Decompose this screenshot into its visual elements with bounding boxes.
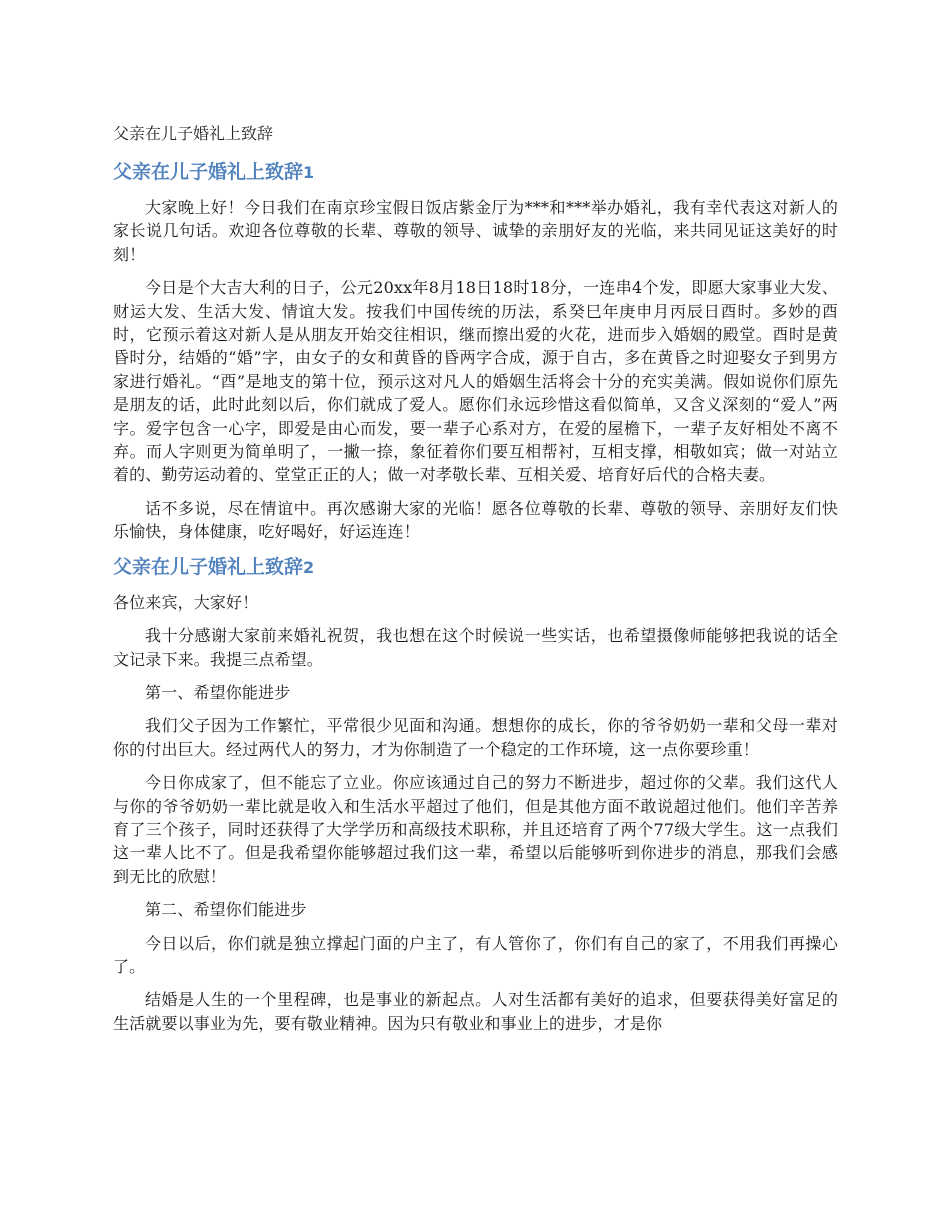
paragraph: 我们父子因为工作繁忙，平常很少见面和沟通。想想你的成长，你的爷爷奶奶一辈和父母一辈对你的付出巨大。经过两代人的努力，才为你制造了一个稳定的工作环境，这一点你要珍重！: [113, 716, 838, 759]
point-heading: 第一、希望你能进步: [145, 682, 291, 702]
section-heading-text: 父亲在儿子婚礼上致辞: [113, 555, 304, 578]
paragraph: 话不多说，尽在情谊中。再次感谢大家的光临！愿各位尊敬的长辈、尊敬的领导、亲朋好友们快乐愉快，身体健康，吃好喝好，好运连连！: [113, 498, 838, 542]
section-heading-text: 父亲在儿子婚礼上致辞: [113, 161, 304, 183]
point-heading: 第二、希望你们能进步: [145, 900, 307, 920]
paragraph: 今日以后，你们就是独立撑起门面的户主了，有人管你了，你们有自己的家了，不用我们再操心了。: [113, 933, 838, 976]
section-2: [113, 554, 838, 1036]
document-title: 父亲在儿子婚礼上致辞: [113, 124, 274, 143]
greeting: 各位来宾，大家好！: [113, 592, 259, 612]
document-page: [113, 122, 838, 1035]
paragraph: 大家晚上好！今日我们在南京珍宝假日饭店紫金厅为***和***举办婚礼，我有幸代表这对新人的家长说几句话。欢迎各位尊敬的长辈、尊敬的领导、诚挚的亲朋好友的光临，来共同见证这美好的时刻！: [113, 198, 838, 264]
section-1: [113, 159, 838, 544]
section-heading-number: 2: [303, 557, 315, 577]
section-heading-2: [113, 554, 838, 581]
section-heading-number: 1: [303, 163, 315, 182]
paragraph: 今日是个大吉大利的日子，公元20xx年8月18日18时18分，一连串4个发，即愿大家事业大发、财运大发、生活大发、情谊大发。按我们中国传统的历法，系癸巳年庚申月丙辰日酉时。多妙的酉时，它预示着这对新人是从朋友开始交往相识，继而擦出爱的火花，进而步入婚姻的殿堂。酉时是黄昏时分，结婚的“婚”字，由女子的女和黄昏的昏两字合成，源于自古，多在黄昏之时迎娶女子到男方家进行婚礼。“酉”是地支的第十位，预示这对凡人的婚姻生活将会十分的充实美满。假如说你们原先是朋友的话，此时此刻以后，你们就成了爱人。愿你们永远珍惜这看似简单，又含义深刻的“爱人”两字。爱字包含一心字，即爱是由心而发，要一辈子心系对方，在爱的屋檐下，一辈子友好相处不离不弃。而人字则更为简单明了，一撇一捺，象征着你们要互相帮衬，互相支撑，相敬如宾；做一对站立着的、勤劳运动着的、堂堂正正的人；做一对孝敬长辈、互相关爱、培育好后代的合格夫妻。: [113, 278, 838, 485]
paragraph: 今日你成家了，但不能忘了立业。你应该通过自己的努力不断进步，超过你的父辈。我们这代人与你的爷爷奶奶一辈比就是收入和生活水平超过了他们，但是其他方面不敢说超过他们。他们辛苦养育了三个孩子，同时还获得了大学学历和高级技术职称，并且还培育了两个77级大学生。这一点我们这一辈人比不了。但是我希望你能够超过我们这一辈，希望以后能够听到你进步的消息，那我们会感到无比的欣慰！: [113, 773, 838, 886]
paragraph: 结婚是人生的一个里程碑，也是事业的新起点。人对生活都有美好的追求，但要获得美好富足的生活就要以事业为先，要有敬业精神。因为只有敬业和事业上的进步，才是你: [113, 990, 838, 1033]
paragraph: 我十分感谢大家前来婚礼祝贺，我也想在这个时候说一些实话，也希望摄像师能够把我说的话全文记录下来。我提三点希望。: [113, 626, 838, 669]
section-heading-1: [113, 159, 838, 186]
